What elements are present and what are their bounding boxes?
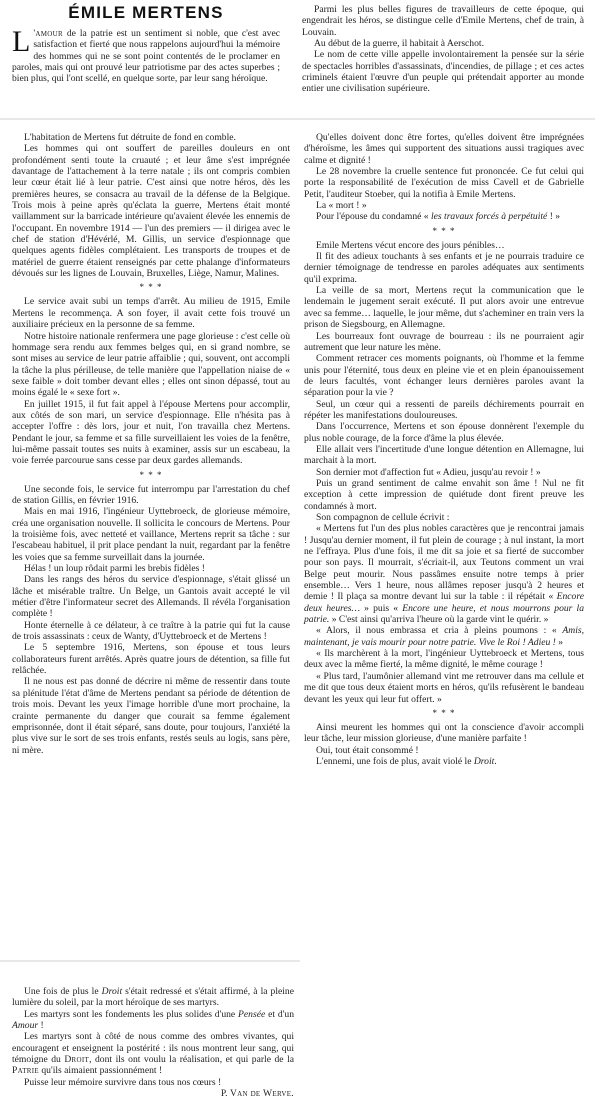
- body-right-column: [304, 132, 584, 952]
- quote-paragraph: « Mertens fut l'un des plus nobles caractères que je rencontrai jamais ! Jusqu'au dernier moment, il fut plein de courage ; à nul instant, la mort ne l'effraya. Plus d'une fois, il me dit sa joie et sa fierté de succomber pour son pays. Il mourrait, s'écriait-il, aux Teutons comment un vrai Belge peut mourir. Nous passâmes ensuite notre temps à prier ensemble… Vers 1 heure, nous allâmes reposer jusqu'à 2 heures et demie ! Il plaça sa montre devant lui sur la table : il répétait « Encore deux heures… » puis « Encore une heure, et nous mourrons pour la patrie. » C'est ainsi qu'arriva l'heure où la garde vint le quérir. »: [304, 523, 585, 626]
- paragraph: Notre histoire nationale renfermera une page glorieuse : c'est celle où hommage sera rendu aux femmes belges qui, en si grand nombre, se sont mises au service de leur patrie affaiblie ; qui, souvent, ont accompli la tâche la plus périlleuse, de telle manière que l'appellation niaise de « sexe faible » doit tomber devant elles ; elles ont sinon dépassé, tout au moins égalé le « sexe fort ».: [12, 330, 290, 399]
- paragraph: Son compagnon de cellule écrivit :: [316, 512, 450, 523]
- emphasis: les travaux forcés à perpétuité: [430, 211, 548, 223]
- intro-right-column: [302, 4, 584, 108]
- section-divider: [0, 118, 595, 120]
- paragraph: Dans l'occurrence, Mertens et son épouse donnèrent l'exemple du plus noble courage, de la force d'âme la plus élevée.: [304, 421, 584, 444]
- emphasis: Pensée: [238, 1008, 266, 1020]
- quote-paragraph: « Alors, il nous embrassa et cria à pleins poumons : « Amis, maintenant, je vais mourir pour notre patrie. Vive le Roi ! Adieu ! »: [304, 625, 584, 648]
- intro-paragraph: [12, 25, 280, 85]
- emphasis: Droit: [473, 755, 495, 767]
- conclusion-paragraph: Puisse leur mémoire survivre dans tous nos cœurs !: [24, 1076, 222, 1088]
- paragraph: Seul, un cœur qui a ressenti de pareils déchirements pourrait en répéter les manifestations douloureuses.: [304, 398, 584, 421]
- paragraph: Puis un grand sentiment de calme envahit son âme ! Nul ne fit exception à cette impression de quiétude dont firent preuve les condamnés à mort.: [304, 477, 584, 512]
- small-caps: Droit: [64, 1054, 90, 1066]
- conclusion-column: [12, 986, 294, 1099]
- paragraph: La veille de sa mort, Mertens reçut la communication que le lendemain le jugement serait exécuté. Il put alors avoir une entrevue avec sa femme… laquelle, le jour même, dut s'acheminer en train vers la prison de Siegsbourg, en Allemagne.: [304, 285, 584, 331]
- section-separator: * * *: [432, 225, 456, 236]
- paragraph: Une seconde fois, le service fut interrompu par l'arrestation du chef de station Gillis, en février 1916.: [12, 483, 290, 506]
- emphasis: Amour: [12, 1020, 39, 1032]
- intro-lead-word: 'amour: [33, 28, 63, 39]
- conclusion-paragraph: Une fois de plus le Droit s'était redressé et s'était affirmé, à la pleine lumière du soleil, par la mort héroïque de ses martyrs.: [12, 986, 294, 1009]
- paragraph: Pour l'épouse du condamné « les travaux forcés à perpétuité ! »: [316, 211, 561, 223]
- emphasis: Encore deux heures…: [304, 591, 584, 614]
- paragraph: Les bourreaux font ouvrage de bourreau : ils ne pourraient agir autrement que leur nature les mène.: [304, 330, 584, 353]
- paragraph: Dans les rangs des héros du service d'espionnage, s'était glissé un lâche et misérable traître. Un Belge, un Gantois avait accepté le vil métier d'être l'informateur secret des Allemands. Il révéla l'organisation complète !: [12, 574, 290, 620]
- section-separator: * * *: [139, 469, 163, 480]
- intro-right-paragraph-3: Le nom de cette ville appelle involontairement la pensée sur la série de spectacles horribles d'assassinats, d'incendies, de pillage ; et ces actes criminels étaient l'œuvre d'un peuple qui prétendait apporter au monde entier une civilisation supérieure.: [302, 49, 584, 95]
- paragraph: Mais en mai 1916, l'ingénieur Uyttebroeck, de glorieuse mémoire, créa une organisation nouvelle. Il sollicita le concours de Mertens. Pour la troisième fois, avec netteté et vaillance, Mertens reprit sa tâche : sur l'escabeau habituel, il prit place pendant la nuit, regardant par la fenêtre les voies que sa femme surveillait dans la journée.: [12, 506, 290, 563]
- paragraph: La « mort ! »: [316, 200, 367, 212]
- intro-left-column: [12, 2, 280, 112]
- body-left-column: [12, 132, 290, 952]
- paragraph: Honte éternelle à ce délateur, à ce traître à la patrie qui fut la cause de trois assassinats : ceux de Wanty, d'Uyttebroeck et de Mertens !: [12, 619, 290, 643]
- paragraph: Le 5 septembre 1916, Mertens, son épouse et tous leurs collaborateurs furent arrêtés. Après quatre jours de détention, sa fille fut relâchée.: [12, 642, 290, 677]
- emphasis: Amis, maintenant, je vais mourir pour notre patrie. Vive le Roi ! Adieu !: [304, 625, 584, 648]
- paragraph: Elle allait vers l'incertitude d'une longue détention en Allemagne, lui marchait à la mort.: [304, 443, 584, 467]
- paragraph: Comment retracer ces moments poignants, où l'homme et la femme unis pour l'éternité, tous deux en pleine vie et en plein épanouissement de leurs facultés, vont échanger leurs dernières paroles avant la séparation pour la vie ?: [304, 353, 584, 399]
- quote-paragraph: « Plus tard, l'aumônier allemand vint me retrouver dans ma cellule et me dit que tous deux étaient morts en héros, qu'ils refusèrent le bandeau devant les yeux qui leur fut offert. »: [304, 670, 584, 705]
- paragraph: L'habitation de Mertens fut détruite de fond en comble.: [24, 132, 236, 143]
- paragraph: L'ennemi, une fois de plus, avait violé le Droit.: [316, 755, 497, 767]
- author-signature: P. Van de Werve.: [220, 1088, 294, 1099]
- paragraph: Le 28 novembre la cruelle sentence fut prononcée. Ce fut celui qui porte la responsabilité de l'exécution de miss Cavell et de Gabrielle Petit, l'auditeur Stoeber, qui la notifia à Emile Mertens.: [304, 166, 584, 200]
- paragraph: Les hommes qui ont souffert de pareilles douleurs en ont profondément senti toute la cruauté ; et leur âme s'est imprégnée davantage de l'attachement à la terre natale ; ils ont compris combien leur cœur était lié à leur patrie. C'est ainsi que notre héros, dès les premières heures, se consacra au travail de la défense de la Belgique. Trois mois à peine après qu'éclata la guerre, Mertens était monté vaillamment sur la barricade intérieure qu'avaient élevée les ennemis de l'occupant. En novembre 1914 — l'un des premiers — il dirigea avec le chef de station d'Hévérlé, M. Gillis, un service d'espionnage que quelques agents fidèles complétaient. Les transports de troupes et de matériel de guerre étaient renseignés par cette phalange d'informateurs dévoués sur les lignes de Louvain, Bruxelles, Liège, Namur, Malines.: [12, 143, 290, 280]
- emphasis: Droit: [101, 986, 123, 997]
- paragraph: Le service avait subi un temps d'arrêt. Au milieu de 1915, Emile Mertens le recommença. A son foyer, il avait cette fois trouvé un auxiliaire précieux en la personne de sa femme.: [12, 296, 290, 331]
- paragraph: Ainsi meurent les hommes qui ont la conscience d'avoir accompli leur tâche, leur mission glorieuse, d'une manière parfaite !: [304, 721, 584, 745]
- paragraph: Son dernier mot d'affection fut « Adieu, jusqu'au revoir ! »: [316, 466, 541, 478]
- article-title: ÉMILE MERTENS: [68, 3, 224, 22]
- section-divider: [0, 960, 300, 962]
- emphasis: Encore une heure, et nous mourrons pour la patrie.: [304, 602, 585, 626]
- paragraph: Oui, tout était consommé !: [316, 744, 419, 756]
- paragraph: Hélas ! un loup rôdait parmi les brebis fidèles !: [24, 563, 205, 575]
- paragraph: Il fit des adieux touchants à ses enfants et je ne pourrais traduire ce dernier témoignage de tendresse en paroles adéquates aux sentiments qu'il exprima.: [304, 251, 584, 285]
- section-separator: * * *: [139, 282, 163, 293]
- intro-right-paragraph-1: Parmi les plus belles figures de travailleurs de cette époque, qui engendrait les héros, se distingue celle d'Emile Mertens, chef de train, à Louvain.: [302, 4, 584, 38]
- small-caps: Patrie: [12, 1065, 39, 1077]
- intro-text: de la patrie est un sentiment si noble, que c'est avec satisfaction et fierté que nous rappelons aujourd'hui la mémoire des hommes qui ne se sont point contentés de le proclamer en paroles, mais qui ont prouvé leur patriotisme par des actes superbes ; bien plus, qui l'ont scellé, en quelque sorte, par leur sang héroïque.: [12, 28, 280, 85]
- paragraph: Emile Mertens vécut encore des jours pénibles…: [316, 239, 505, 251]
- intro-right-paragraph-2: Au début de la guerre, il habitait à Aerschot.: [314, 38, 484, 50]
- paragraph: Il ne nous est pas donné de décrire ni même de ressentir dans toute sa plénitude l'état d'âme de Mertens pendant sa période de détention de trois mois. Devant les yeux l'image horrible d'une mort prochaine, la crainte permanente du danger que courait sa femme également emprisonnée, dont il était séparé, sans doute, pour toujours, l'anxiété la plus vive sur le sort de ses trois enfants, restés seuls au logis, sans père, ni mère.: [12, 676, 290, 756]
- drop-cap: L: [12, 25, 31, 58]
- conclusion-paragraph: Les martyrs sont les fondements les plus solides d'une Pensée et d'un Amour !: [12, 1008, 294, 1032]
- conclusion-paragraph: Les martyrs sont à côté de nous comme des ombres vivantes, qui encouragent et enseignent la postérité : ils nous montrent leur sang, qui témoigne du Droit, dont ils ont voulu la réalisation, et qui parle de la Patrie qu'ils aimaient passionnément !: [12, 1031, 294, 1077]
- paragraph: Qu'elles doivent donc être fortes, qu'elles doivent être imprégnées d'héroïsme, les âmes qui supportent des situations aussi tragiques avec calme et dignité !: [304, 132, 584, 166]
- paragraph: En juillet 1915, il fut fait appel à l'épouse Mertens pour accomplir, aux côtés de son mari, un service d'espionnage. Elle n'hésita pas à accepter l'offre : dès lors, jour et nuit, l'on travailla chez Mertens. Pendant le jour, sa femme et sa fille surveillaient les voies de la fenêtre, lui-même passait toutes ses nuits à examiner, assis sur un escabeau, la voie ferrée parcourue sans cesse par deux gardes allemands.: [12, 398, 290, 467]
- section-separator: * * *: [432, 707, 456, 718]
- quote-paragraph: « Ils marchèrent à la mort, l'ingénieur Uyttebroeck et Mertens, tous deux avec la même fierté, la même dignité, le même courage !: [304, 648, 584, 671]
